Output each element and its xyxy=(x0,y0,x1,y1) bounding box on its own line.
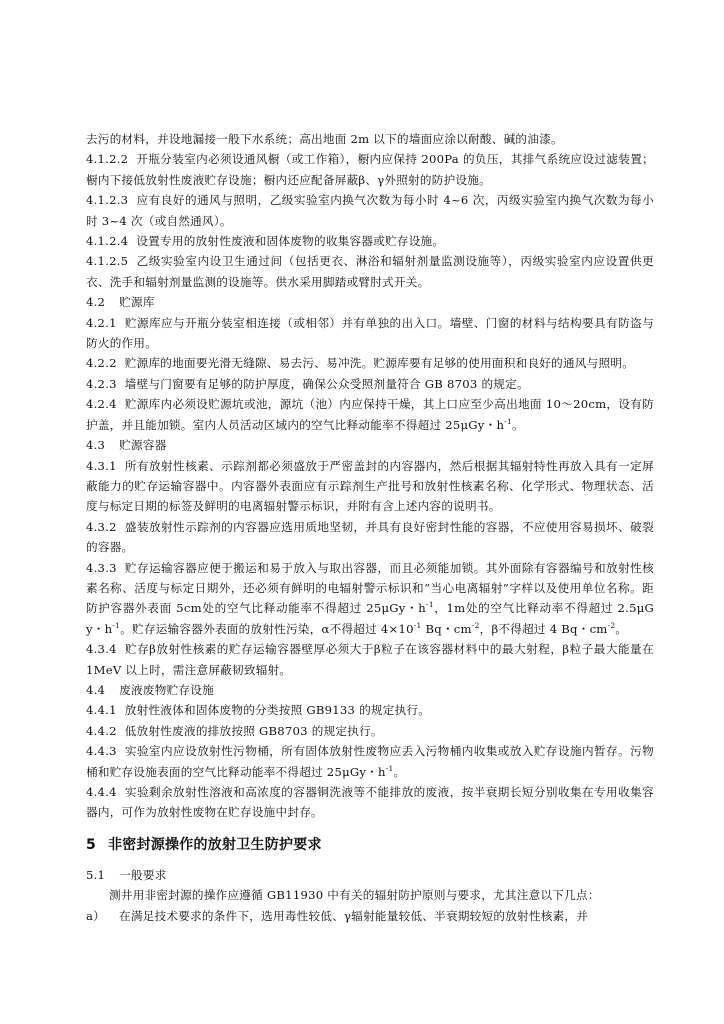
clause-text: 。贮存运输容器外表面的放射性污染，α不得超过 4×10 xyxy=(120,621,414,636)
clause-text-tail: 。 xyxy=(393,764,406,779)
clause-4-3-3 xyxy=(86,558,654,640)
section-heading-4-3 xyxy=(86,435,654,455)
section-heading-5-1 xyxy=(86,865,654,885)
clause-text: 放射性液体和固体废物的分类按照 GB9133 的规定执行。 xyxy=(124,703,431,718)
clause-number: 4.3.4 xyxy=(86,642,117,657)
paragraph-text: 去污的材料，并设地漏接一般下水系统；高出地面 2m 以下的墙面应涂以耐酸、碱的油漆。 xyxy=(86,132,563,146)
section-title: 一般要求 xyxy=(119,867,167,882)
clause-text: 贮存运输容器应便于搬运和易于放入与取出容器，而且必须能加锁。其外面除有容器编号和放射性核素名称、活度与标定日期外，还必须有鲜明的电辐射警示标识和“当心电离辐射”字样以及使用单位名称。距防护容器外表面 5cm处的空气比释动能率不得超过 25μGy・h xyxy=(86,560,654,616)
clause-text: 设置专用的放射性废液和固体废物的收集容器或贮存设施。 xyxy=(136,234,445,249)
clause-text: 贮源库内必须设贮源坑或池，源坑（池）内应保持干燥，其上口应至少高出地面 10～20cm，设有防护盖，并且能加锁。室内人员活动区域内的空气比释动能率不得超过 25μGy・h xyxy=(86,397,654,432)
clause-text: 盛装放射性示踪剂的内容器应选用质地坚韧，并具有良好密封性能的容器，不应使用容易损坏、破裂的容器。 xyxy=(86,519,654,555)
clause-4-1-2-5 xyxy=(86,251,654,292)
list-item-label: a） xyxy=(86,908,106,923)
clause-number: 4.4.1 xyxy=(86,703,117,718)
superscript: -1 xyxy=(504,416,512,426)
list-item-text: 在满足技术要求的条件下，选用毒性较低、γ辐射能量较低、半衰期较短的放射性核素，并 xyxy=(119,908,589,923)
chapter-heading-5 xyxy=(86,835,654,855)
clause-text-tail: 。 xyxy=(511,417,524,432)
section-heading-4-4 xyxy=(86,680,654,700)
superscript: -1 xyxy=(112,620,121,630)
superscript: -2 xyxy=(607,620,616,630)
clause-number: 4.2.4 xyxy=(86,397,117,412)
clause-number: 4.4.3 xyxy=(86,744,117,759)
clause-text: 实验剩余放射性溶液和高浓度的容器铜洗液等不能排放的废液，按半衰期长短分别收集在专用收集容器内，可作为放射性废物在贮存设施中封存。 xyxy=(86,785,654,820)
clause-text: ，β不得超过 4 Bq・cm xyxy=(479,621,608,636)
clause-text: 开瓶分装室内必须设通风橱（或工作箱），橱内应保持 200Pa 的负压，其排气系统应设过滤装置；橱内下接低放射性废液贮存设施；橱内还应配备屏蔽β、γ外照射的防护设施。 xyxy=(86,152,654,187)
paragraph xyxy=(86,129,654,149)
section-title: 贮源容器 xyxy=(119,438,167,453)
clause-number: 4.2.3 xyxy=(86,376,117,391)
superscript: -1 xyxy=(426,600,434,610)
clause-number: 4.1.2.3 xyxy=(86,193,129,208)
list-item-a xyxy=(86,906,654,926)
superscript: -1 xyxy=(413,620,422,630)
clause-4-4-3 xyxy=(86,741,654,782)
clause-number: 4.2.1 xyxy=(86,315,117,330)
paragraph-text: 测井用非密封源的操作应遵循 GB11930 中有关的辐射防护原则与要求，尤其注意以下几点： xyxy=(109,888,600,903)
clause-text: 墙壁与门窗要有足够的防护厚度，确保公众受照剂量符合 GB 8703 的规定。 xyxy=(124,376,529,391)
clause-4-3-1 xyxy=(86,456,654,517)
page-body xyxy=(86,129,654,926)
clause-text: 低放射性废液的排放按照 GB8703 的规定执行。 xyxy=(124,723,383,738)
clause-4-1-2-2 xyxy=(86,149,654,190)
clause-number: 4.3.3 xyxy=(86,560,117,575)
paragraph xyxy=(86,885,654,905)
clause-text: 应有良好的通风与照明，乙级实验室内换气次数为每小时 4~6 次，丙级实验室内换气次数为每小时 3~4 次（或自然通风）。 xyxy=(86,193,654,228)
clause-text: 乙级实验室内设卫生通过间（包括更衣、淋浴和辐射剂量监测设施等），丙级实验室内应设置供更衣、洗手和辐射剂量监测的设施等。供水采用脚踏或臂肘式开关。 xyxy=(86,254,654,289)
clause-number: 4.1.2.4 xyxy=(86,234,129,249)
clause-text: 实验室内应设放射性污物桶，所有固体放射性废物应丢入污物桶内收集或放入贮存设施内暂存。污物桶和贮存设施表面的空气比释动能率不得超过 25μGy・h xyxy=(86,744,654,779)
clause-4-2-1 xyxy=(86,313,654,354)
clause-4-2-2 xyxy=(86,353,654,373)
clause-number: 4.4.4 xyxy=(86,785,117,799)
clause-text: ，1m处的空气比释动率不得超过 2.5μGy・h xyxy=(86,601,654,636)
clause-4-1-2-3 xyxy=(86,190,654,231)
clause-4-4-2 xyxy=(86,721,654,741)
section-title: 废液废物贮存设施 xyxy=(119,682,214,697)
clause-4-3-4 xyxy=(86,639,654,680)
clause-4-3-2 xyxy=(86,517,654,558)
clause-number: 4.3.2 xyxy=(86,519,117,534)
clause-text: 贮源库应与开瓶分装室相连接（或相邻）并有单独的出入口。墙壁、门窗的材料与结构要具有防盗与防火的作用。 xyxy=(86,315,654,351)
section-number: 4.3 xyxy=(86,438,106,453)
superscript: -1 xyxy=(385,763,394,773)
clause-number: 4.2.2 xyxy=(86,356,117,371)
clause-number: 4.4.2 xyxy=(86,723,117,738)
section-title: 贮源库 xyxy=(119,295,155,310)
section-number: 4.2 xyxy=(86,295,106,310)
clause-text-tail: 。 xyxy=(615,621,628,636)
section-number: 4.4 xyxy=(86,682,106,697)
clause-number: 4.1.2.2 xyxy=(86,152,129,167)
clause-4-4-4 xyxy=(86,782,654,823)
clause-text: Bq・cm xyxy=(421,621,472,636)
clause-text: 贮源库的地面要光滑无缝隙、易去污、易冲洗。贮源库要有足够的使用面积和良好的通风与照明。 xyxy=(124,356,635,371)
clause-4-4-1 xyxy=(86,700,654,720)
superscript: -2 xyxy=(471,620,480,630)
clause-4-2-3 xyxy=(86,374,654,394)
clause-4-2-4 xyxy=(86,394,654,435)
section-number: 5.1 xyxy=(86,867,106,882)
clause-text: 所有放射性核素、示踪剂都必须盛放于严密盖封的内容器内，然后根据其辐射特性再放入具有一定屏蔽能力的贮存运输容器中。内容器外表面应有示踪剂生产批号和放射性核素名称、化学形式、物理状态、活度与标定日期的标签及鲜明的电离辐射警示标识，并附有含上述内容的说明书。 xyxy=(86,458,654,514)
clause-text: 贮存β放射性核素的贮存运输容器壁厚必须大于β粒子在该容器材料中的最大射程，β粒子最大能量在 1MeV 以上时，需注意屏蔽韧致辐射。 xyxy=(86,642,654,677)
clause-number: 4.3.1 xyxy=(86,458,117,473)
chapter-title: 非密封源操作的放射卫生防护要求 xyxy=(108,836,322,853)
section-heading-4-2 xyxy=(86,292,654,312)
clause-number: 4.1.2.5 xyxy=(86,254,129,269)
clause-4-1-2-4 xyxy=(86,231,654,251)
chapter-number: 5 xyxy=(86,836,96,853)
